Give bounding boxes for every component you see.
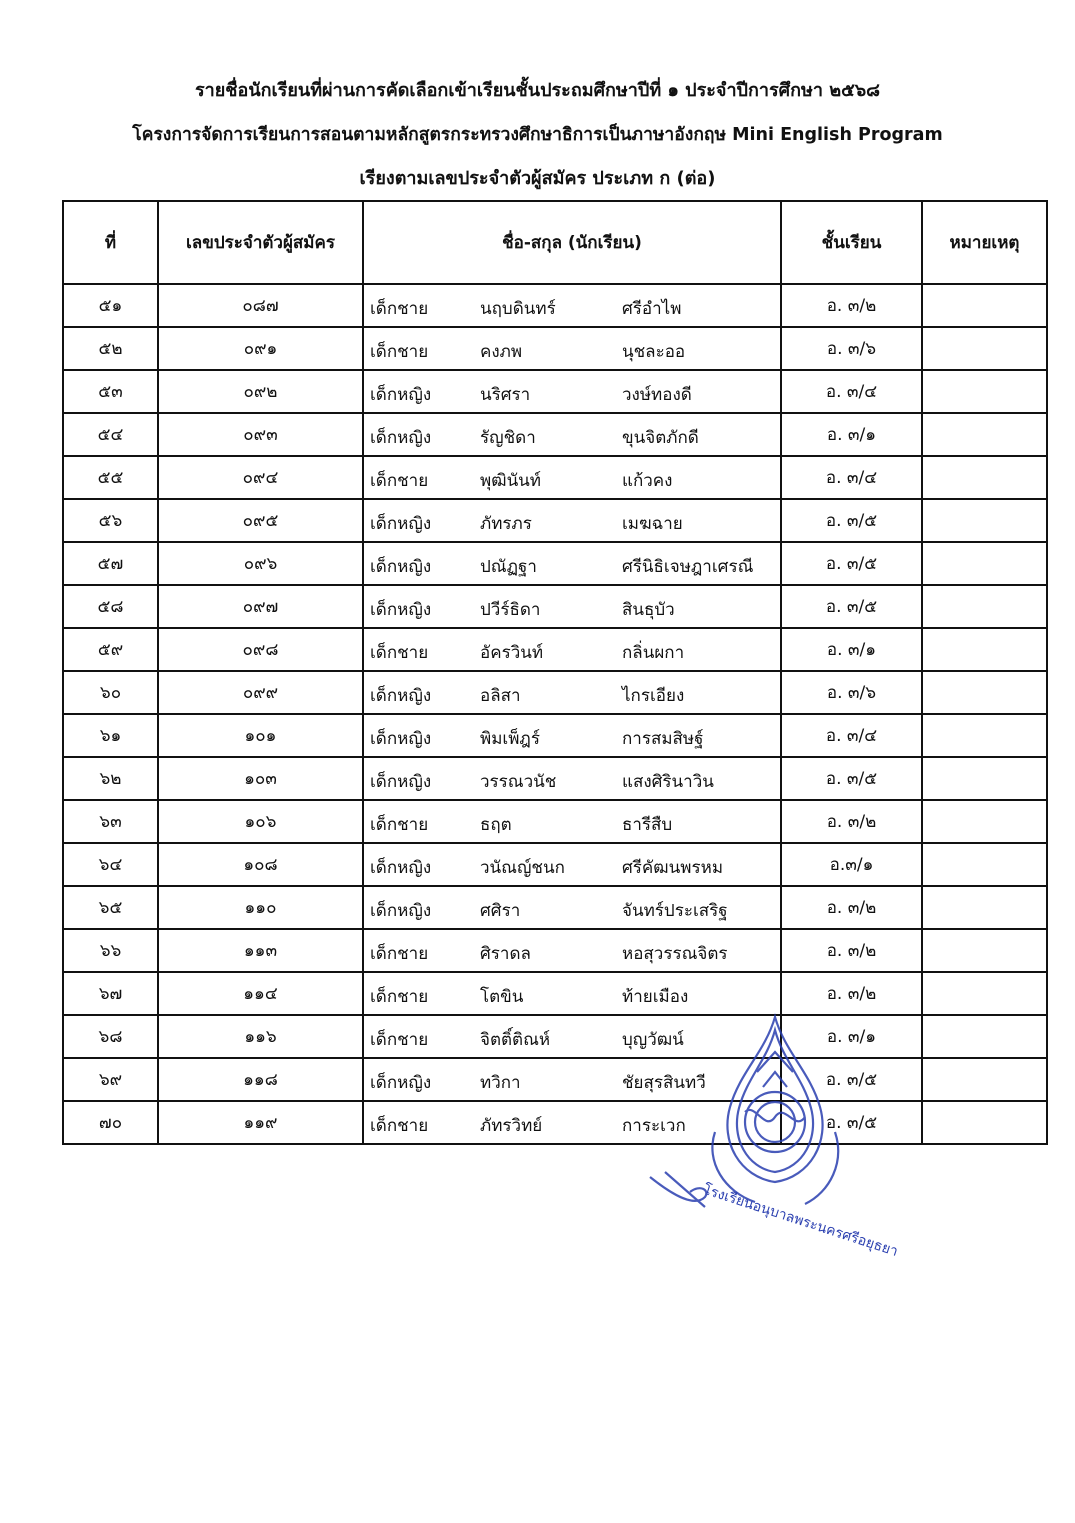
cell-applicant-id: ๐๙๕ (158, 499, 363, 542)
name-first: ปวีร์ธิดา (480, 600, 541, 620)
title-line-3: เรียงตามเลขประจำตัวผู้สมัคร ประเภท ก (ต่อ) (359, 168, 716, 189)
name-prefix: เด็กหญิง (370, 729, 432, 749)
name-prefix: เด็กหญิง (370, 686, 432, 706)
table-row (63, 671, 1047, 714)
cell-note (922, 628, 1047, 671)
cell-no: ๖๑ (63, 714, 158, 757)
cell-applicant-id: ๐๙๖ (158, 542, 363, 585)
cell-class: อ. ๓/๔ (781, 714, 922, 757)
name-first: ศศิรา (480, 901, 521, 921)
name-prefix: เด็กหญิง (370, 385, 432, 405)
cell-applicant-id: ๑๑๔ (158, 972, 363, 1015)
header-note: หมายเหตุ (922, 201, 1047, 284)
cell-note (922, 499, 1047, 542)
name-last: ธารีสืบ (622, 815, 673, 835)
cell-student-name (363, 413, 781, 456)
name-last: เมฆฉาย (622, 514, 683, 534)
cell-class: อ. ๓/๑ (781, 628, 922, 671)
name-last: แสงศิรินาวิน (622, 772, 714, 792)
name-prefix: เด็กชาย (370, 987, 429, 1007)
cell-applicant-id: ๐๙๓ (158, 413, 363, 456)
name-last: สินธุบัว (622, 600, 675, 620)
name-first: จิตติ์ติณห์ (480, 1030, 551, 1050)
cell-class: อ. ๓/๒ (781, 972, 922, 1015)
table-row (63, 499, 1047, 542)
cell-class: อ. ๓/๔ (781, 370, 922, 413)
cell-class: อ. ๓/๔ (781, 456, 922, 499)
name-prefix: เด็กชาย (370, 815, 429, 835)
cell-student-name (363, 370, 781, 413)
document-header (0, 78, 1075, 210)
cell-student-name (363, 714, 781, 757)
name-first: ภัทรวิทย์ (480, 1116, 543, 1136)
name-last: ท้ายเมือง (622, 987, 689, 1007)
cell-note (922, 585, 1047, 628)
name-first: นริศรา (480, 385, 531, 405)
name-prefix: เด็กหญิง (370, 600, 432, 620)
cell-applicant-id: ๐๘๗ (158, 284, 363, 327)
cell-class: อ. ๓/๑ (781, 1015, 922, 1058)
table-row (63, 1015, 1047, 1058)
cell-no: ๕๓ (63, 370, 158, 413)
table-row (63, 1058, 1047, 1101)
table-row (63, 628, 1047, 671)
cell-applicant-id: ๐๙๗ (158, 585, 363, 628)
cell-note (922, 327, 1047, 370)
cell-no: ๖๓ (63, 800, 158, 843)
table-row (63, 843, 1047, 886)
cell-no: ๕๘ (63, 585, 158, 628)
table-row (63, 800, 1047, 843)
cell-note (922, 456, 1047, 499)
name-prefix: เด็กหญิง (370, 514, 432, 534)
cell-no: ๕๔ (63, 413, 158, 456)
cell-applicant-id: ๐๙๘ (158, 628, 363, 671)
cell-class: อ. ๓/๕ (781, 542, 922, 585)
cell-note (922, 843, 1047, 886)
cell-student-name (363, 1101, 781, 1144)
cell-applicant-id: ๐๙๑ (158, 327, 363, 370)
cell-student-name (363, 456, 781, 499)
cell-no: ๖๔ (63, 843, 158, 886)
header-no: ที่ (63, 201, 158, 284)
name-first: โตขิน (480, 987, 524, 1007)
cell-class: อ.๓/๑ (781, 843, 922, 886)
cell-no: ๕๗ (63, 542, 158, 585)
cell-note (922, 1015, 1047, 1058)
cell-no: ๖๙ (63, 1058, 158, 1101)
name-first: พิมเพ็ฎร์ (480, 729, 540, 749)
cell-no: ๗๐ (63, 1101, 158, 1144)
name-last: ศรีอำไพ (622, 299, 682, 319)
name-last: หอสุวรรณจิตร (622, 944, 728, 964)
cell-class: อ. ๓/๒ (781, 284, 922, 327)
cell-class: อ. ๓/๕ (781, 585, 922, 628)
name-last: ไกรเอียง (622, 686, 685, 706)
name-prefix: เด็กชาย (370, 1030, 429, 1050)
cell-no: ๕๙ (63, 628, 158, 671)
table-row (63, 327, 1047, 370)
cell-applicant-id: ๑๑๘ (158, 1058, 363, 1101)
name-first: วรรณวนัช (480, 772, 557, 792)
name-last: การะเวก (622, 1116, 686, 1136)
name-first: ภัทรภร (480, 514, 532, 534)
header-class: ชั้นเรียน (781, 201, 922, 284)
cell-no: ๕๒ (63, 327, 158, 370)
student-table (62, 200, 1048, 1145)
table-header-row (63, 201, 1047, 284)
cell-class: อ. ๓/๕ (781, 499, 922, 542)
table-row (63, 542, 1047, 585)
cell-note (922, 1058, 1047, 1101)
name-prefix: เด็กหญิง (370, 858, 432, 878)
name-prefix: เด็กชาย (370, 299, 429, 319)
name-prefix: เด็กหญิง (370, 772, 432, 792)
name-prefix: เด็กชาย (370, 471, 429, 491)
cell-student-name (363, 757, 781, 800)
cell-student-name (363, 1015, 781, 1058)
name-last: การสมสิษฐ์ (622, 729, 704, 749)
name-last: กลิ่นผกา (622, 643, 685, 663)
cell-applicant-id: ๐๙๙ (158, 671, 363, 714)
table-row (63, 413, 1047, 456)
cell-no: ๕๕ (63, 456, 158, 499)
name-first: ทวิกา (480, 1073, 521, 1093)
cell-applicant-id: ๐๙๒ (158, 370, 363, 413)
cell-student-name (363, 1058, 781, 1101)
cell-student-name (363, 972, 781, 1015)
cell-note (922, 1101, 1047, 1144)
cell-applicant-id: ๑๑๙ (158, 1101, 363, 1144)
cell-class: อ. ๓/๒ (781, 886, 922, 929)
table-body (63, 284, 1047, 1144)
cell-student-name (363, 499, 781, 542)
cell-applicant-id: ๑๑๖ (158, 1015, 363, 1058)
cell-no: ๖๖ (63, 929, 158, 972)
name-prefix: เด็กหญิง (370, 557, 432, 577)
cell-note (922, 714, 1047, 757)
table-row (63, 370, 1047, 413)
header-student-name: ชื่อ-สกุล (นักเรียน) (363, 201, 781, 284)
name-first: ศิราดล (480, 944, 531, 964)
cell-note (922, 284, 1047, 327)
name-last: วงษ์ทองดี (622, 385, 692, 405)
name-last: ขุนจิตภักดี (622, 428, 699, 448)
seal-text: โรงเรียนอนุบาลพระนครศรีอยุธยา (701, 1181, 900, 1261)
name-prefix: เด็กหญิง (370, 428, 432, 448)
cell-note (922, 800, 1047, 843)
cell-no: ๕๑ (63, 284, 158, 327)
name-first: อัครวินท์ (480, 643, 544, 663)
name-first: อลิสา (480, 686, 521, 706)
cell-student-name (363, 886, 781, 929)
name-last: นุชละออ (622, 342, 686, 362)
cell-class: อ. ๓/๖ (781, 327, 922, 370)
cell-student-name (363, 800, 781, 843)
cell-class: อ. ๓/๑ (781, 413, 922, 456)
cell-class: อ. ๓/๕ (781, 1101, 922, 1144)
name-first: รัญชิดา (480, 428, 536, 448)
cell-applicant-id: ๐๙๔ (158, 456, 363, 499)
cell-note (922, 972, 1047, 1015)
cell-note (922, 542, 1047, 585)
cell-no: ๖๐ (63, 671, 158, 714)
table-row (63, 456, 1047, 499)
name-first: ธฤต (480, 815, 512, 835)
table-row (63, 714, 1047, 757)
name-first: นฤบดินทร์ (480, 299, 556, 319)
cell-no: ๖๘ (63, 1015, 158, 1058)
name-last: ศรีคัฒนพรหม (622, 858, 724, 878)
name-last: ศรีนิธิเจษฎาเศรณี (622, 557, 754, 577)
table-row (63, 284, 1047, 327)
cell-student-name (363, 284, 781, 327)
cell-applicant-id: ๑๐๓ (158, 757, 363, 800)
name-first: พุฒินันท์ (480, 471, 542, 491)
cell-applicant-id: ๑๐๖ (158, 800, 363, 843)
cell-no: ๖๕ (63, 886, 158, 929)
cell-no: ๖๗ (63, 972, 158, 1015)
name-last: บุญวัฒน์ (622, 1030, 684, 1050)
header-applicant-id: เลขประจำตัวผู้สมัคร (158, 201, 363, 284)
cell-class: อ. ๓/๒ (781, 800, 922, 843)
name-first: คงภพ (480, 342, 523, 362)
cell-student-name (363, 843, 781, 886)
title-line-1: รายชื่อนักเรียนที่ผ่านการคัดเลือกเข้าเรียนชั้นประถมศึกษาปีที่ ๑ ประจำปีการศึกษา ๒๕๖๘ (194, 80, 881, 101)
cell-note (922, 886, 1047, 929)
table-row (63, 585, 1047, 628)
cell-note (922, 929, 1047, 972)
cell-applicant-id: ๑๑๐ (158, 886, 363, 929)
name-last: แก้วคง (622, 471, 673, 491)
cell-student-name (363, 542, 781, 585)
name-prefix: เด็กชาย (370, 1116, 429, 1136)
cell-note (922, 671, 1047, 714)
name-prefix: เด็กชาย (370, 944, 429, 964)
cell-class: อ. ๓/๒ (781, 929, 922, 972)
name-prefix: เด็กหญิง (370, 1073, 432, 1093)
table-row (63, 757, 1047, 800)
table-row (63, 929, 1047, 972)
cell-note (922, 413, 1047, 456)
name-prefix: เด็กชาย (370, 342, 429, 362)
cell-note (922, 757, 1047, 800)
name-first: วนัณญ์ชนก (480, 858, 565, 878)
cell-student-name (363, 929, 781, 972)
table-row (63, 972, 1047, 1015)
title-line-2: โครงการจัดการเรียนการสอนตามหลักสูตรกระทรวงศึกษาธิการเป็นภาษาอังกฤษ Mini English Program (132, 125, 943, 145)
cell-student-name (363, 671, 781, 714)
name-first: ปณัฏฐา (480, 557, 537, 577)
cell-applicant-id: ๑๑๓ (158, 929, 363, 972)
cell-class: อ. ๓/๕ (781, 1058, 922, 1101)
cell-note (922, 370, 1047, 413)
cell-no: ๕๖ (63, 499, 158, 542)
cell-student-name (363, 327, 781, 370)
cell-student-name (363, 585, 781, 628)
cell-no: ๖๒ (63, 757, 158, 800)
name-last: จันทร์ประเสริฐ (622, 901, 728, 921)
name-prefix: เด็กหญิง (370, 901, 432, 921)
cell-class: อ. ๓/๖ (781, 671, 922, 714)
table-row (63, 886, 1047, 929)
cell-applicant-id: ๑๐๘ (158, 843, 363, 886)
cell-class: อ. ๓/๕ (781, 757, 922, 800)
name-last: ชัยสุรสินทวี (622, 1073, 706, 1093)
table-row (63, 1101, 1047, 1144)
cell-applicant-id: ๑๐๑ (158, 714, 363, 757)
name-prefix: เด็กชาย (370, 643, 429, 663)
cell-student-name (363, 628, 781, 671)
